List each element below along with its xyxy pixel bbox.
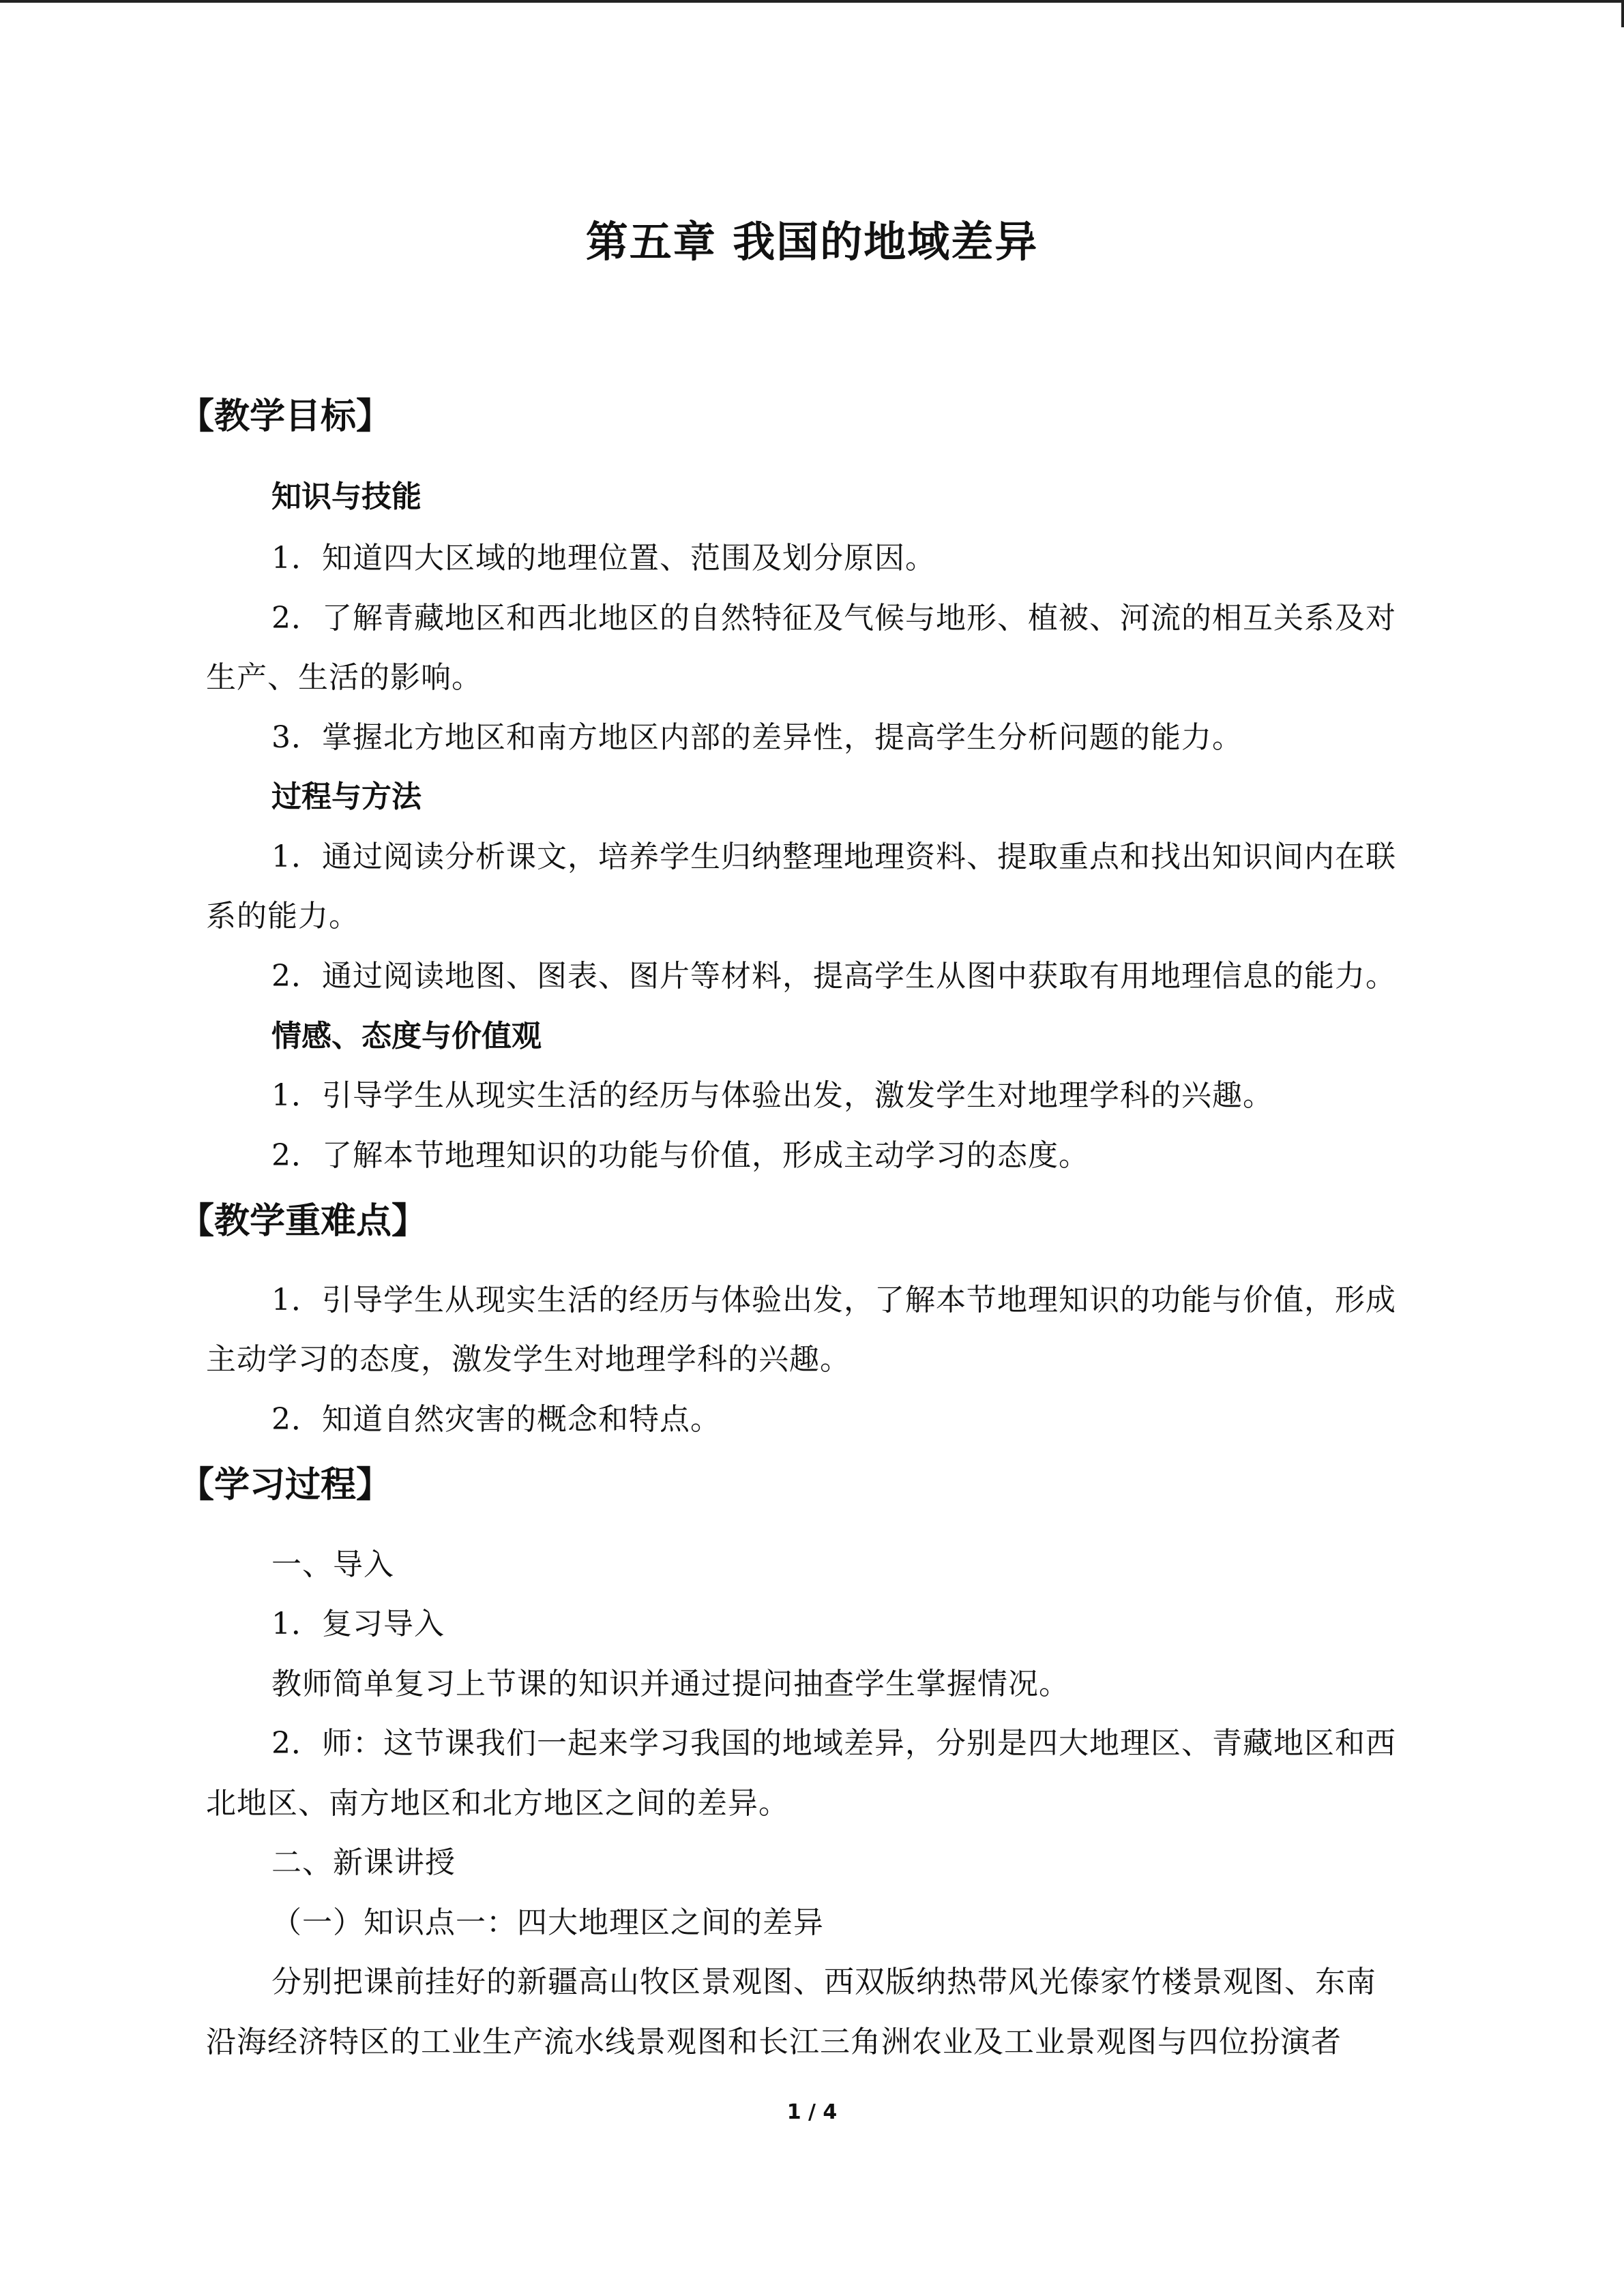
paragraph: 2．了解本节地理知识的功能与价值，形成主动学习的态度。 <box>271 1138 1089 1173</box>
paragraph: 2．知道自然灾害的概念和特点。 <box>271 1402 721 1437</box>
paragraph: 2．通过阅读地图、图表、图片等材料，提高学生从图中获取有用地理信息的能力。 <box>271 959 1396 994</box>
paragraph-continuation: 生产、生活的影响。 <box>206 660 482 695</box>
document-title: 第五章 我国的地域差异 <box>585 217 1039 267</box>
paragraph-continuation: 沿海经济特区的工业生产流水线景观图和长江三角洲农业及工业景观图与四位扮演者 <box>206 2025 1342 2059</box>
paragraph-continuation: 主动学习的态度，激发学生对地理学科的兴趣。 <box>206 1342 851 1377</box>
section-heading-process: 【学习过程】 <box>179 1465 392 1506</box>
paragraph: 1．复习导入 <box>271 1607 445 1641</box>
paragraph: 二、新课讲授 <box>271 1845 456 1880</box>
paragraph: 2．了解青藏地区和西北地区的自然特征及气候与地形、植被、河流的相互关系及对 <box>271 601 1396 636</box>
section-heading-keypoints: 【教学重难点】 <box>179 1201 428 1242</box>
subheading-knowledge-skills: 知识与技能 <box>271 479 422 514</box>
paragraph-continuation: 系的能力。 <box>206 899 359 934</box>
paragraph: （一）知识点一：四大地理区之间的差异 <box>271 1905 824 1940</box>
paragraph: 一、导入 <box>271 1547 394 1582</box>
paragraph: 1．知道四大区域的地理位置、范围及划分原因。 <box>271 541 936 576</box>
paragraph: 分别把课前挂好的新疆高山牧区景观图、西双版纳热带风光傣家竹楼景观图、东南 <box>271 1965 1376 1999</box>
paragraph: 2．师：这节课我们一起来学习我国的地域差异，分别是四大地理区、青藏地区和西 <box>271 1726 1396 1761</box>
paragraph: 教师简单复习上节课的知识并通过提问抽查学生掌握情况。 <box>271 1667 1069 1701</box>
section-heading-objectives: 【教学目标】 <box>179 396 392 437</box>
paragraph: 1．引导学生从现实生活的经历与体验出发，了解本节地理知识的功能与价值，形成 <box>271 1283 1396 1317</box>
paragraph: 1．通过阅读分析课文，培养学生归纳整理地理资料、提取重点和找出知识间内在联 <box>271 839 1396 874</box>
subheading-process-methods: 过程与方法 <box>271 779 422 814</box>
page-number: 1 / 4 <box>786 2100 838 2124</box>
paragraph: 3．掌握北方地区和南方地区内部的差异性，提高学生分析问题的能力。 <box>271 720 1243 755</box>
paragraph: 1．引导学生从现实生活的经历与体验出发，激发学生对地理学科的兴趣。 <box>271 1078 1273 1113</box>
subheading-emotion-values: 情感、态度与价值观 <box>271 1019 542 1054</box>
paragraph-continuation: 北地区、南方地区和北方地区之间的差异。 <box>206 1786 789 1821</box>
